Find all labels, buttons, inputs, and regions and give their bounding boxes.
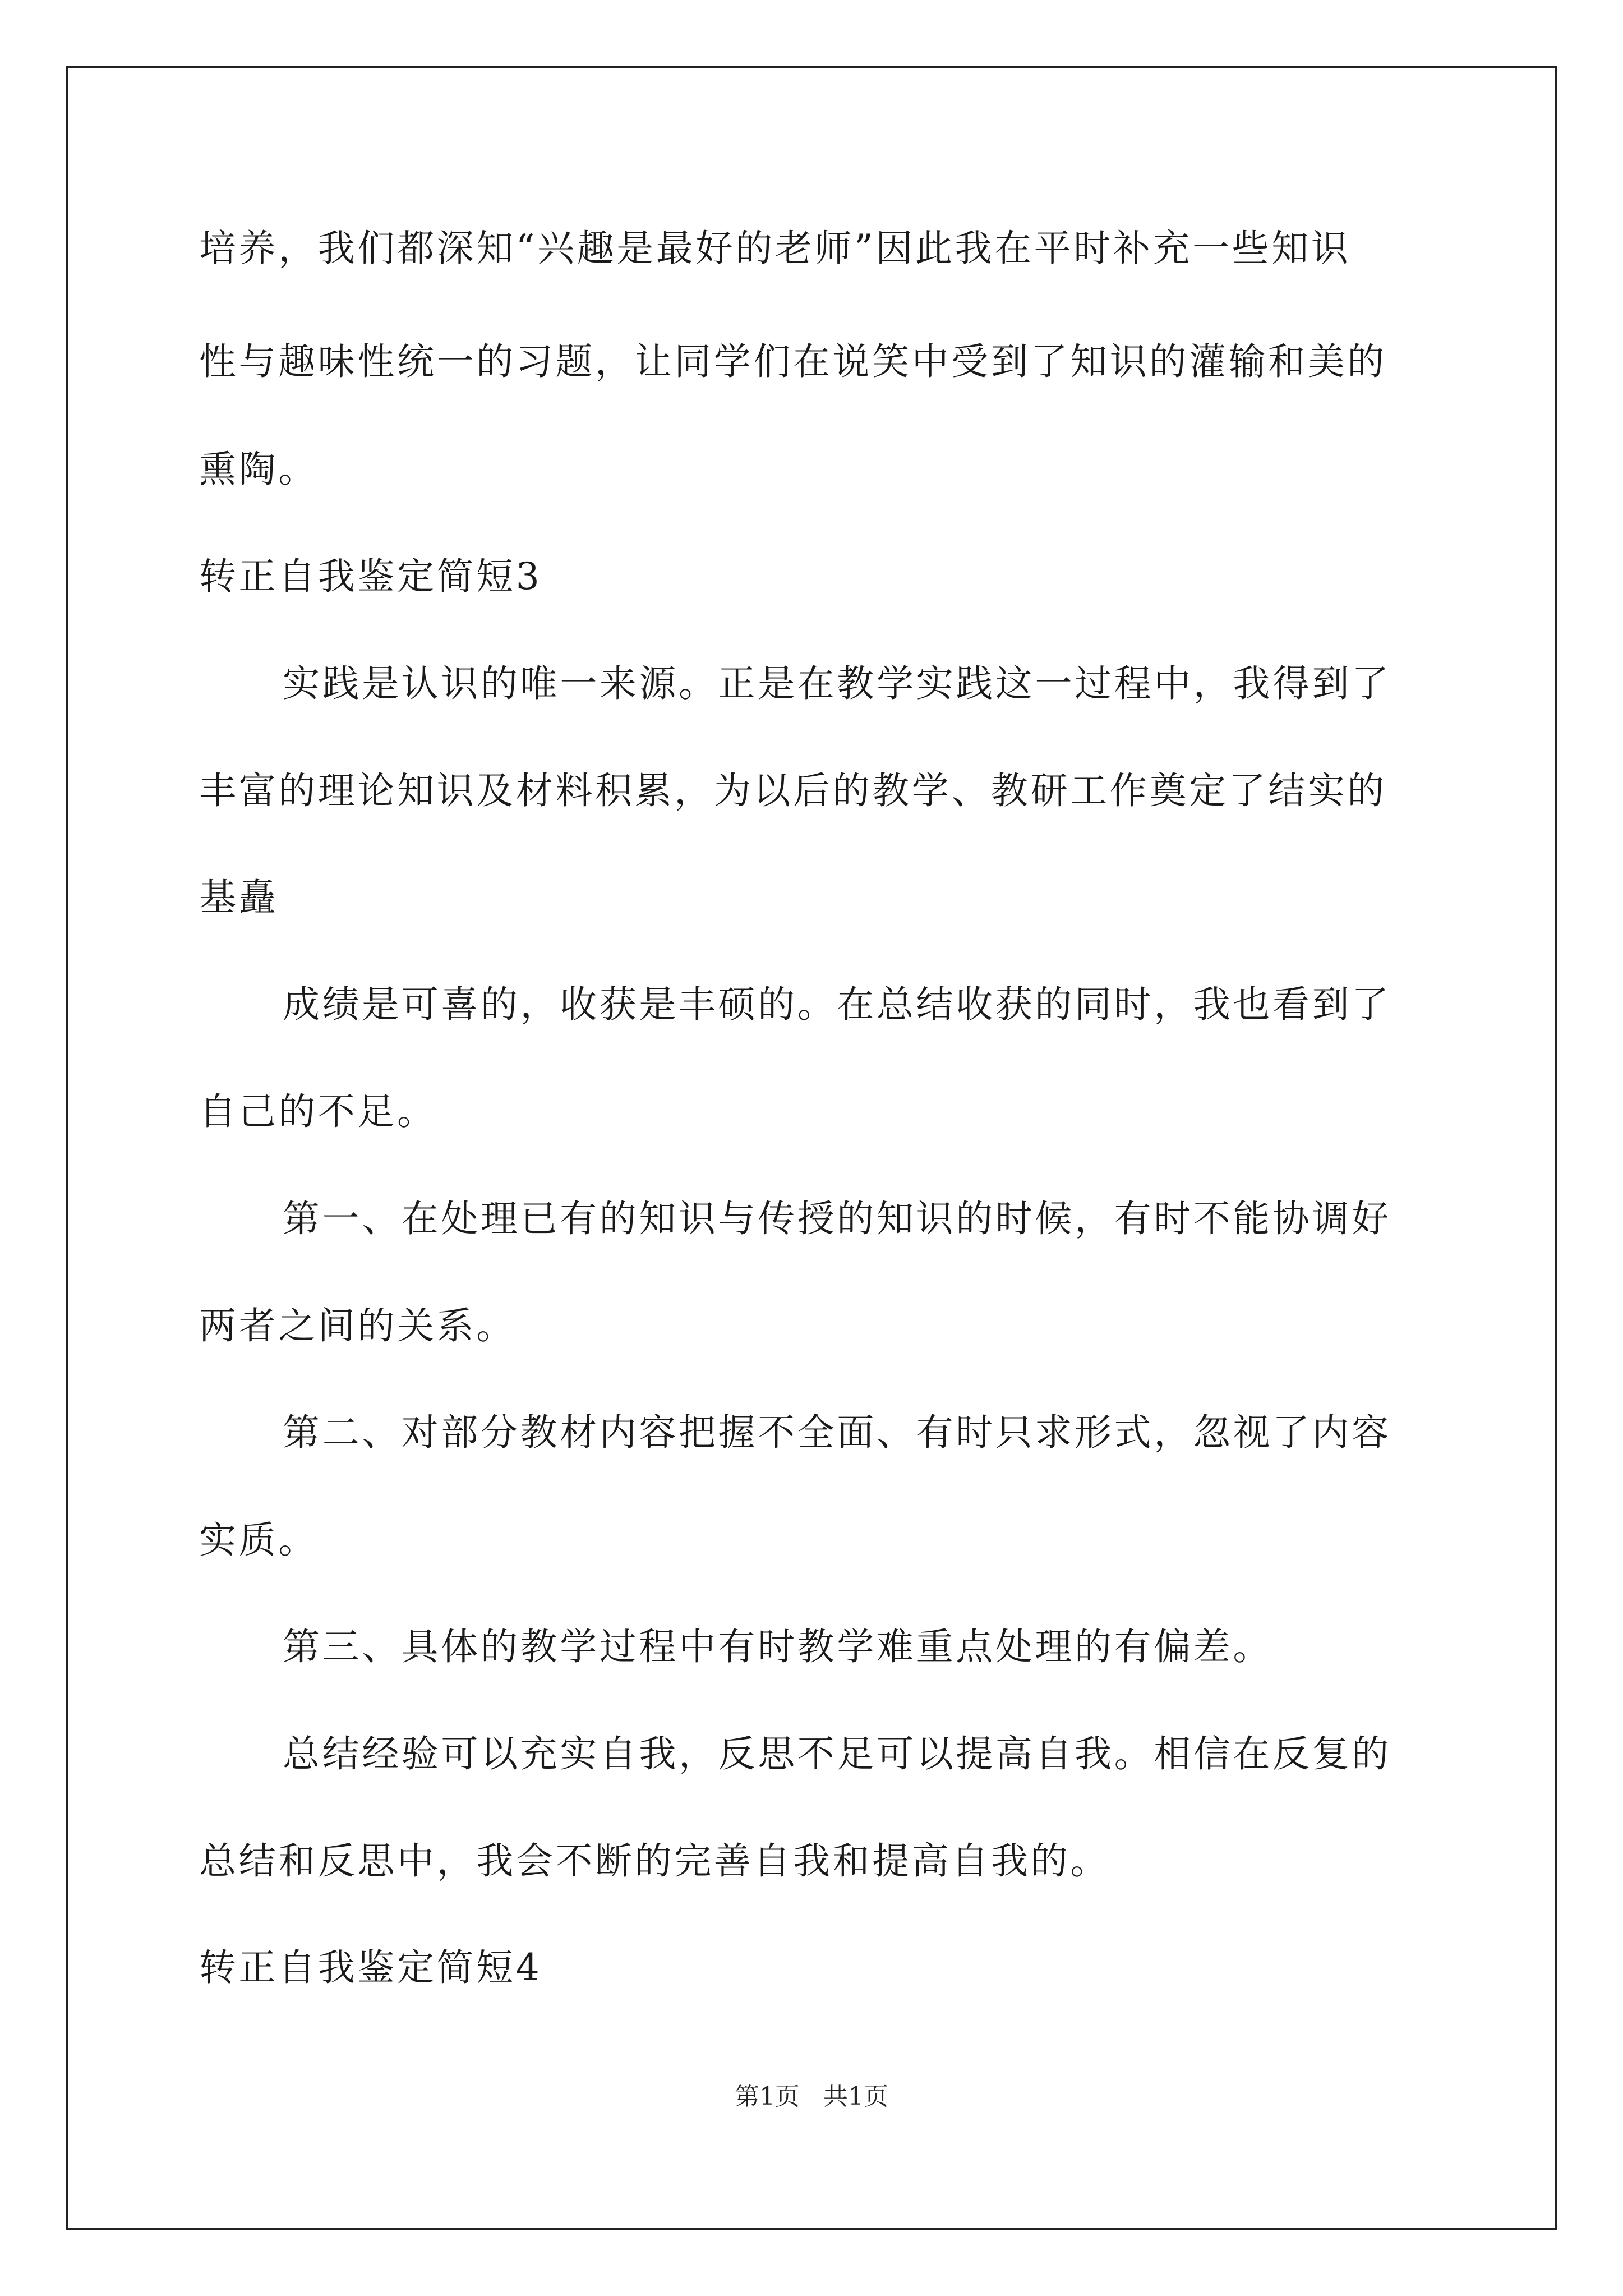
paragraph-line: 两者之间的关系。 bbox=[199, 1304, 516, 1347]
paragraph-line: 第一、在处理已有的知识与传授的知识的时候，有时不能协调好 bbox=[283, 1197, 1391, 1240]
paragraph-line: 成绩是可喜的，收获是丰硕的。在总结收获的同时，我也看到了 bbox=[283, 983, 1391, 1026]
paragraph-line: 总结经验可以充实自我，反思不足可以提高自我。相信在反复的 bbox=[283, 1732, 1391, 1775]
paragraph-line: 丰富的理论知识及材料积累，为以后的教学、教研工作奠定了结实的 bbox=[199, 769, 1387, 812]
paragraph-line: 总结和反思中，我会不断的完善自我和提高自我的。 bbox=[199, 1839, 1110, 1883]
paragraph-line: 基矗 bbox=[199, 876, 279, 919]
paragraph-line: 自己的不足。 bbox=[199, 1090, 437, 1133]
paragraph-line: 性与趣味性统一的习题，让同学们在说笑中受到了知识的灌输和美的 bbox=[199, 340, 1387, 383]
page-number-footer: 第1页 共1页 bbox=[735, 2082, 888, 2111]
paragraph-line: 第三、具体的教学过程中有时教学难重点处理的有偏差。 bbox=[283, 1625, 1272, 1668]
paragraph-line: 熏陶。 bbox=[199, 448, 318, 491]
paragraph-line: 第二、对部分教材内容把握不全面、有时只求形式，忽视了内容 bbox=[283, 1411, 1391, 1454]
paragraph-line: 实质。 bbox=[199, 1519, 318, 1562]
page-border bbox=[66, 66, 1557, 2230]
paragraph-line: 培养，我们都深知“兴趣是最好的老师”因此我在平时补充一些知识 bbox=[199, 227, 1351, 270]
section-heading: 转正自我鉴定简短4 bbox=[199, 1946, 542, 1989]
section-heading: 转正自我鉴定简短3 bbox=[199, 555, 542, 598]
paragraph-line: 实践是认识的唯一来源。正是在教学实践这一过程中，我得到了 bbox=[283, 662, 1391, 705]
